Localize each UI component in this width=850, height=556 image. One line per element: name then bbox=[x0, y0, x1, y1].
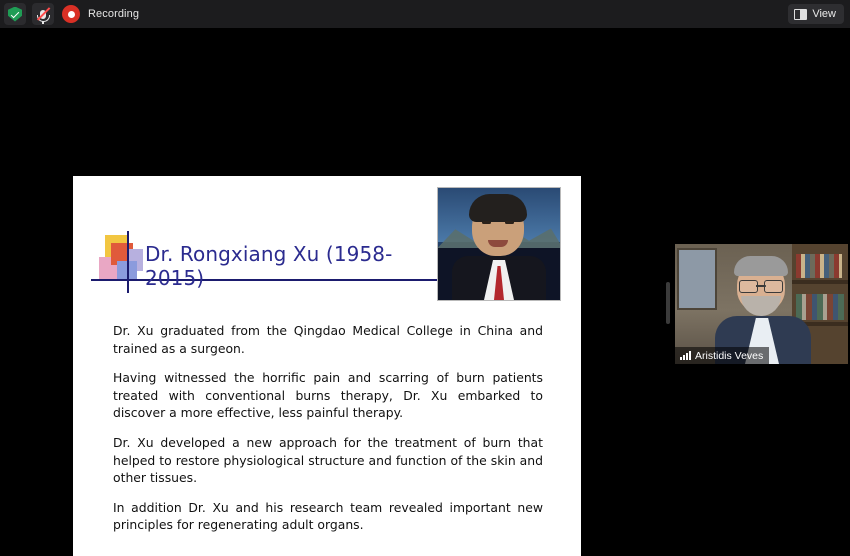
presentation-slide bbox=[73, 176, 581, 556]
microphone-muted-icon[interactable] bbox=[32, 3, 54, 25]
books-row bbox=[796, 294, 844, 320]
recording-status-label: Recording bbox=[88, 8, 140, 20]
participant-hair bbox=[734, 256, 788, 276]
slide-body-text bbox=[113, 322, 543, 534]
record-dot-icon[interactable] bbox=[62, 5, 80, 23]
meeting-top-bar bbox=[0, 0, 850, 28]
meeting-stage bbox=[0, 28, 850, 533]
slide-paragraph: Dr. Xu developed a new approach for the treatment of burn that helped to restore physiological structure and function of the skin and other tissues. bbox=[113, 435, 543, 486]
slide-title: Dr. Rongxiang Xu (1958-2015) bbox=[145, 242, 393, 290]
slide-paragraph: Having witnessed the horrific pain and scarring of burn patients treated with conventional burns therapy, Dr. Xu embarked to discover a more effective, less painful therapy. bbox=[113, 370, 543, 421]
top-bar-left-group bbox=[0, 0, 139, 28]
window-background bbox=[677, 248, 717, 310]
network-signal-icon bbox=[680, 351, 691, 360]
shield-check-icon[interactable] bbox=[4, 3, 26, 25]
slide-paragraph: Dr. Xu graduated from the Qingdao Medical College in China and trained as a surgeon. bbox=[113, 323, 543, 356]
grid-view-icon bbox=[794, 9, 807, 20]
view-button-label: View bbox=[812, 8, 836, 20]
screen-share-area[interactable] bbox=[0, 100, 665, 533]
participant-video-tile[interactable] bbox=[675, 244, 848, 364]
view-button[interactable] bbox=[788, 4, 844, 24]
portrait-image bbox=[437, 187, 561, 301]
panel-splitter-handle[interactable] bbox=[666, 282, 670, 324]
slide-paragraph: In addition Dr. Xu and his research team revealed important new principles for regenerating adult organs. bbox=[113, 499, 543, 533]
glasses-icon bbox=[739, 280, 783, 292]
participant-name-bar bbox=[675, 347, 769, 364]
participant-name-label: Aristidis Veves bbox=[695, 349, 764, 362]
books-row bbox=[796, 254, 842, 278]
